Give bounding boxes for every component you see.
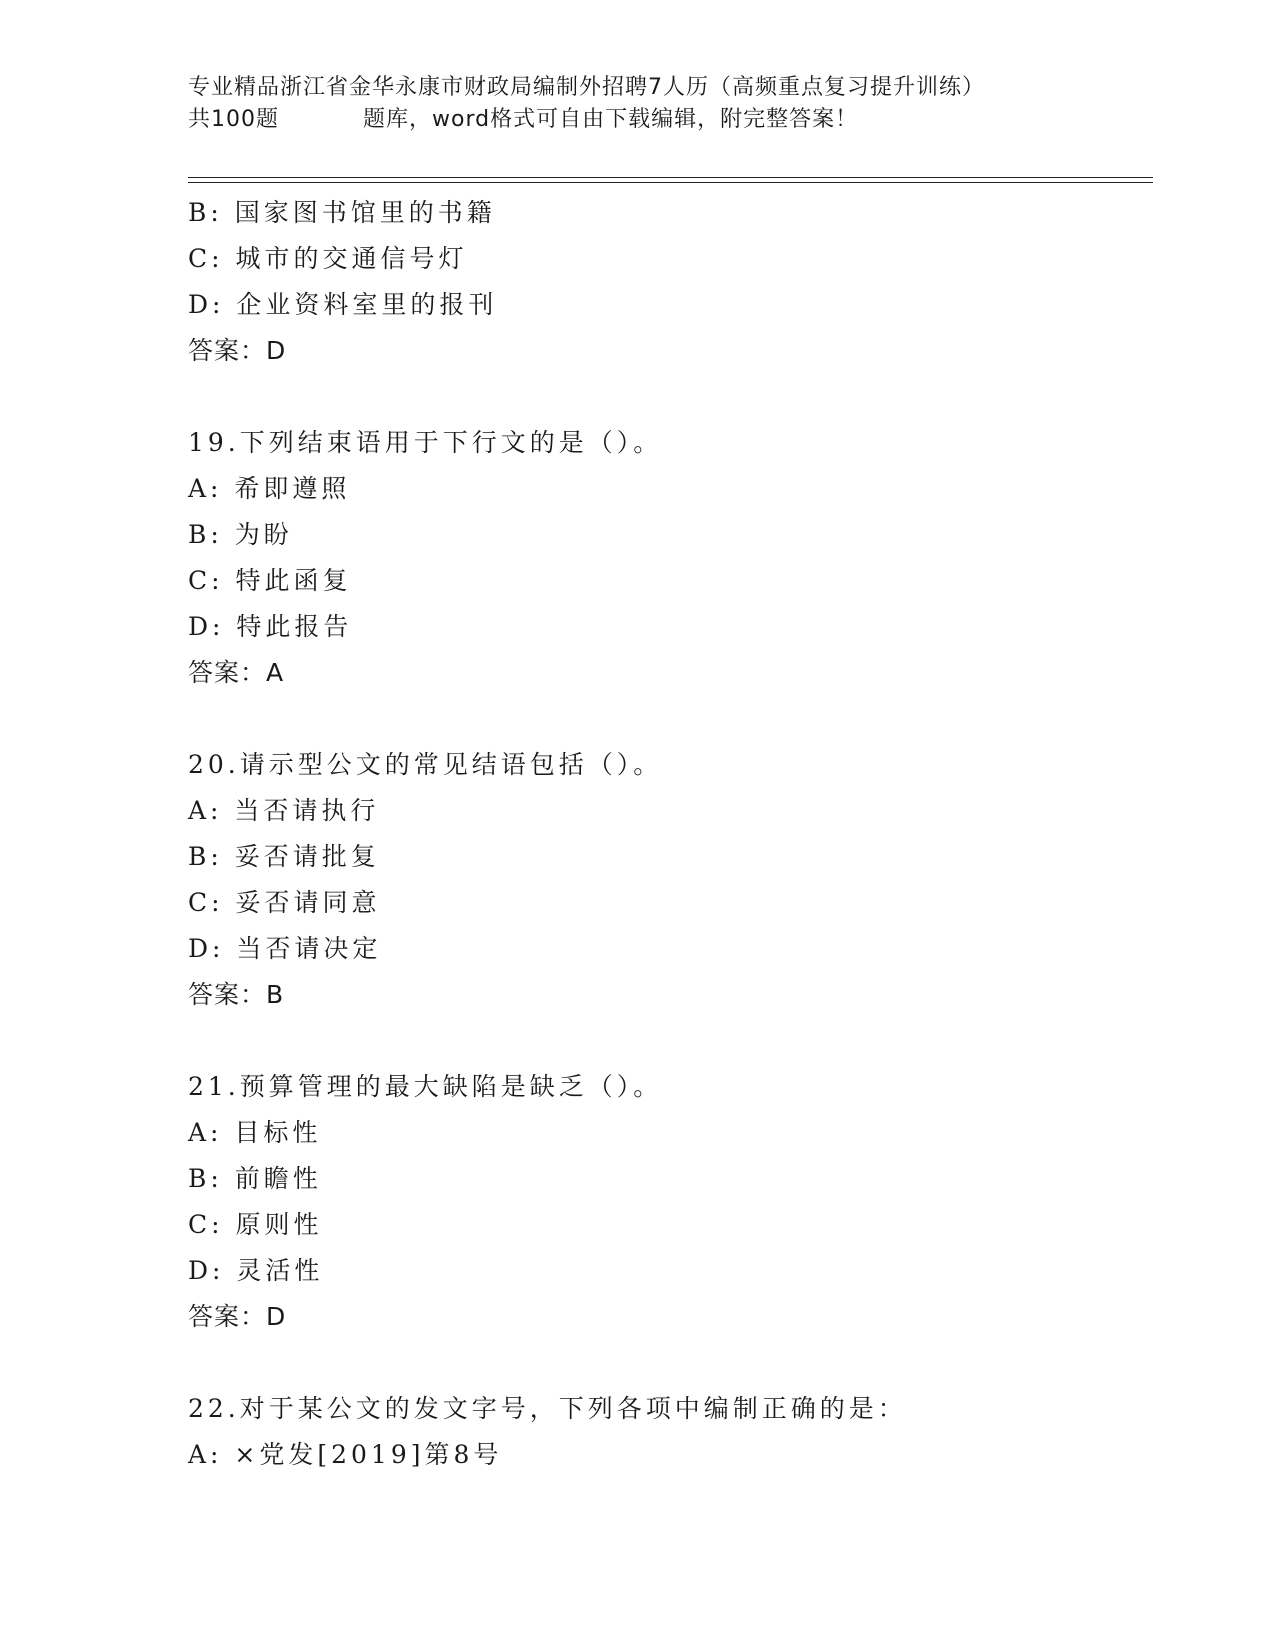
answer: 答案：D: [188, 1302, 287, 1331]
header-question-count: 共100题: [188, 107, 279, 132]
question-block: [188, 1386, 1148, 1478]
answer: 答案：B: [188, 980, 285, 1009]
question-block: [188, 742, 1148, 1018]
option-a: A: ×党发[2019]第8号: [188, 1440, 503, 1469]
option-b: B: 为盼: [188, 520, 293, 549]
option-d: D: 企业资料室里的报刊: [188, 290, 498, 319]
question-block: [188, 190, 1148, 374]
header-divider-bottom: [188, 182, 1153, 183]
option-b: B: 国家图书馆里的书籍: [188, 198, 496, 227]
option-a: A: 当否请执行: [188, 796, 380, 825]
answer: 答案：A: [188, 658, 285, 687]
question-text: 21.预算管理的最大缺陷是缺乏（）。: [188, 1072, 663, 1101]
document-header: [188, 72, 1148, 136]
option-c: C: 妥否请同意: [188, 888, 381, 917]
answer: 答案：D: [188, 336, 287, 365]
header-description: 题库，word格式可自由下载编辑，附完整答案！: [363, 107, 859, 132]
option-a: A: 目标性: [188, 1118, 322, 1147]
option-a: A: 希即遵照: [188, 474, 351, 503]
question-text: 22.对于某公文的发文字号，下列各项中编制正确的是：: [188, 1394, 907, 1423]
option-d: D: 灵活性: [188, 1256, 324, 1285]
question-list: [188, 190, 1148, 1478]
question-text: 19.下列结束语用于下行文的是（）。: [188, 428, 663, 457]
option-b: B: 妥否请批复: [188, 842, 380, 871]
question-block: [188, 420, 1148, 696]
option-d: D: 特此报告: [188, 612, 353, 641]
header-divider-top: [188, 177, 1153, 178]
question-text: 20.请示型公文的常见结语包括（）。: [188, 750, 663, 779]
header-subtitle: [188, 104, 1148, 136]
option-b: B: 前瞻性: [188, 1164, 322, 1193]
option-c: C: 城市的交通信号灯: [188, 244, 468, 273]
option-c: C: 特此函复: [188, 566, 352, 595]
option-c: C: 原则性: [188, 1210, 323, 1239]
header-title: 专业精品浙江省金华永康市财政局编制外招聘7人历（高频重点复习提升训练）: [188, 75, 985, 100]
option-d: D: 当否请决定: [188, 934, 382, 963]
question-block: [188, 1064, 1148, 1340]
